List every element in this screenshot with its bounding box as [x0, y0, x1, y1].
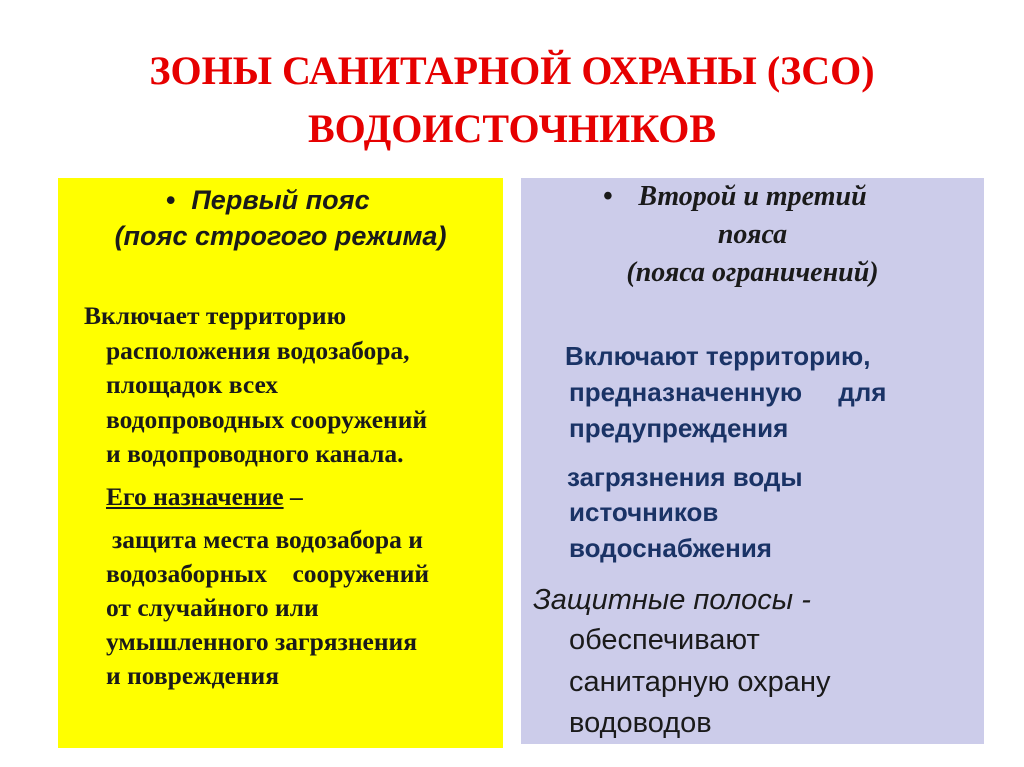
second-third-belt-subtitle: (пояса ограничений)	[626, 257, 879, 288]
first-belt-body-line: и водопроводного канала.	[106, 439, 404, 468]
title-line-2: ВОДОИСТОЧНИКОВ	[307, 106, 717, 151]
purpose-line: защита места водозабора и	[112, 525, 423, 554]
second-third-body-line: предназначенную для	[569, 377, 887, 407]
first-belt-body-line: Включает территорию	[84, 301, 347, 330]
first-belt-heading	[58, 182, 503, 254]
bullet-icon: •	[603, 181, 613, 212]
purpose-dash: –	[289, 482, 303, 511]
second-third-belt-title-2: пояса	[717, 219, 788, 250]
second-third-body-line: Включают территорию,	[565, 341, 871, 371]
second-third-body-line: предупреждения	[569, 413, 789, 443]
first-belt-subtitle: (пояс строгого режима)	[114, 221, 447, 251]
first-belt-body-line: расположения водозабора,	[106, 336, 410, 365]
purpose-heading	[106, 480, 303, 515]
first-belt-title: Первый пояс	[191, 185, 370, 215]
first-belt-panel	[58, 178, 503, 748]
first-belt-body-line: водопроводных сооружений	[106, 405, 428, 434]
second-third-body-line: загрязнения воды	[567, 462, 803, 492]
title-line-1: ЗОНЫ САНИТАРНОЙ ОХРАНЫ (ЗСО)	[149, 48, 875, 93]
second-third-body-line: водоснабжения	[569, 533, 772, 563]
purpose-line: и повреждения	[106, 661, 280, 690]
protective-strips-line: обеспечивают	[569, 624, 760, 656]
purpose-label: Его назначение	[106, 482, 284, 511]
protective-strips-line: водоводов	[569, 707, 712, 739]
bullet-icon: •	[166, 185, 176, 215]
second-third-body-line: источников	[569, 497, 719, 527]
first-belt-body-line: площадок всех	[106, 370, 279, 399]
slide-title	[0, 42, 1024, 158]
second-third-belt-title: Второй и третий	[638, 181, 867, 212]
protective-strips-line: санитарную охрану	[569, 666, 831, 698]
second-third-belt-panel	[521, 178, 984, 744]
purpose-line: водозаборных сооружений	[106, 559, 430, 588]
second-third-belt-heading	[521, 178, 984, 292]
purpose-line: от случайного или	[106, 593, 319, 622]
purpose-line: умышленного загрязнения	[106, 627, 418, 656]
protective-strips-heading: Защитные полосы -	[533, 584, 811, 616]
